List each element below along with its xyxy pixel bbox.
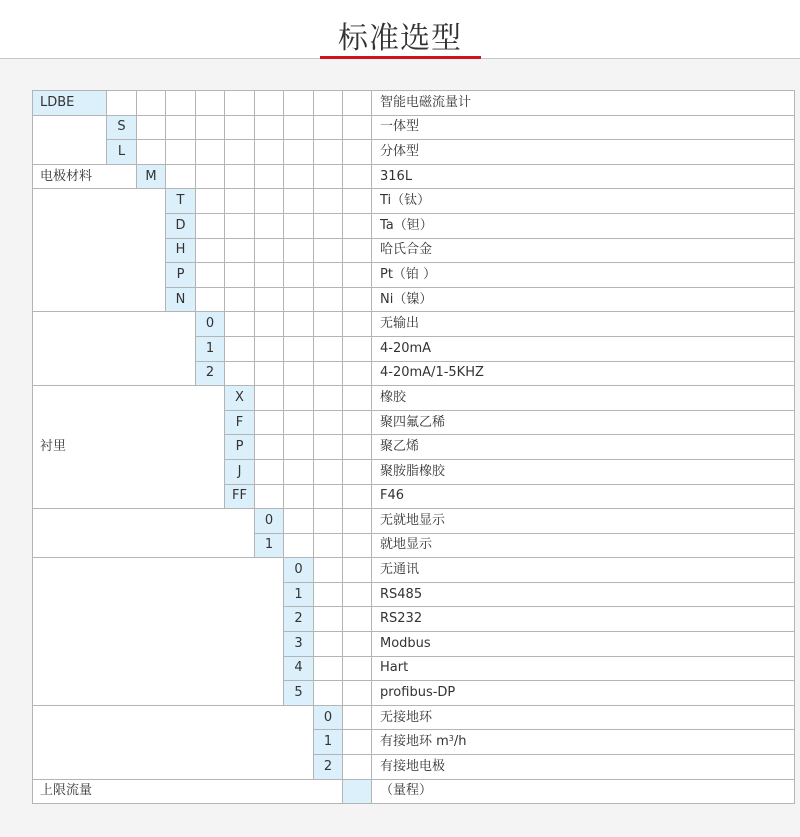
option-description: 聚乙烯 [372, 435, 795, 460]
empty-cell [314, 115, 343, 140]
option-code: H [166, 238, 196, 263]
option-description: 一体型 [372, 115, 795, 140]
empty-cell [255, 238, 284, 263]
empty-cell [343, 336, 372, 361]
empty-cell [225, 361, 255, 386]
empty-cell [314, 607, 343, 632]
option-code: P [225, 435, 255, 460]
empty-cell [284, 213, 314, 238]
empty-cell [196, 213, 225, 238]
empty-cell [343, 632, 372, 657]
option-code: F [225, 410, 255, 435]
empty-cell [225, 164, 255, 189]
empty-cell [196, 140, 225, 165]
table-row [33, 312, 795, 337]
option-description: Ti（钛） [372, 189, 795, 214]
empty-cell [196, 189, 225, 214]
empty-cell [284, 336, 314, 361]
empty-cell [343, 361, 372, 386]
option-description: 就地显示 [372, 533, 795, 558]
option-code: 4 [284, 656, 314, 681]
empty-cell [196, 238, 225, 263]
option-code: 1 [284, 582, 314, 607]
empty-cell [284, 91, 314, 116]
empty-cell [255, 459, 284, 484]
option-code: L [107, 140, 137, 165]
option-description: 智能电磁流量计 [372, 91, 795, 116]
empty-cell [255, 91, 284, 116]
empty-cell [343, 140, 372, 165]
option-description: RS485 [372, 582, 795, 607]
empty-cell [225, 189, 255, 214]
empty-cell [343, 263, 372, 288]
table-row [33, 189, 795, 214]
empty-cell [225, 263, 255, 288]
option-code: 1 [196, 336, 225, 361]
option-description: 哈氏合金 [372, 238, 795, 263]
option-code: 0 [196, 312, 225, 337]
empty-cell [255, 287, 284, 312]
empty-cell [314, 140, 343, 165]
group-label-cell [33, 558, 284, 706]
option-code: J [225, 459, 255, 484]
table-row [33, 164, 795, 189]
empty-cell [343, 459, 372, 484]
empty-cell [314, 533, 343, 558]
empty-cell [225, 115, 255, 140]
empty-cell [343, 164, 372, 189]
empty-cell [255, 115, 284, 140]
table-row [33, 91, 795, 116]
option-code: N [166, 287, 196, 312]
empty-cell [343, 582, 372, 607]
empty-cell [284, 189, 314, 214]
empty-cell [343, 435, 372, 460]
option-description: 无通讯 [372, 558, 795, 583]
empty-cell [343, 386, 372, 411]
empty-cell [225, 312, 255, 337]
option-description: 分体型 [372, 140, 795, 165]
option-code: 2 [284, 607, 314, 632]
option-description: 聚四氟乙稀 [372, 410, 795, 435]
empty-cell [225, 140, 255, 165]
option-description: F46 [372, 484, 795, 509]
option-code: M [137, 164, 166, 189]
option-description: 无输出 [372, 312, 795, 337]
group-label: 衬里 [33, 386, 225, 509]
option-code: 2 [314, 755, 343, 780]
option-description-text: 无接地环 [380, 709, 433, 725]
electrode-label: 电极材料 [33, 164, 137, 189]
empty-cell [343, 115, 372, 140]
empty-cell [284, 484, 314, 509]
option-code: 1 [255, 533, 284, 558]
empty-cell [314, 287, 343, 312]
empty-cell [225, 336, 255, 361]
option-description: RS232 [372, 607, 795, 632]
empty-cell [284, 287, 314, 312]
empty-cell [166, 115, 196, 140]
empty-cell [284, 533, 314, 558]
empty-cell [314, 263, 343, 288]
empty-cell [314, 558, 343, 583]
empty-cell [255, 189, 284, 214]
option-description: Ni（镍） [372, 287, 795, 312]
option-code: D [166, 213, 196, 238]
empty-cell [196, 115, 225, 140]
empty-cell [343, 410, 372, 435]
empty-cell [107, 91, 137, 116]
empty-cell [284, 164, 314, 189]
option-code: S [107, 115, 137, 140]
table-row [33, 558, 795, 583]
option-code: 1 [314, 730, 343, 755]
empty-cell [166, 164, 196, 189]
empty-cell [284, 410, 314, 435]
empty-cell [255, 263, 284, 288]
table-row [33, 115, 795, 140]
empty-cell [314, 238, 343, 263]
empty-cell [137, 140, 166, 165]
table-row [33, 779, 795, 804]
table-row [33, 140, 795, 165]
empty-cell [314, 312, 343, 337]
option-description: 4-20mA/1-5KHZ [372, 361, 795, 386]
empty-cell [314, 213, 343, 238]
empty-cell [225, 287, 255, 312]
empty-cell [314, 681, 343, 706]
empty-cell [196, 164, 225, 189]
table-row [33, 386, 795, 411]
page-header [0, 0, 800, 60]
empty-cell [196, 91, 225, 116]
empty-cell [166, 140, 196, 165]
base-model-code: LDBE [33, 91, 107, 116]
empty-cell [343, 730, 372, 755]
empty-cell [314, 336, 343, 361]
empty-cell [255, 484, 284, 509]
empty-cell [284, 115, 314, 140]
empty-cell [343, 484, 372, 509]
page-title: 标准选型 [338, 21, 462, 56]
option-description: Modbus [372, 632, 795, 657]
empty-cell [225, 91, 255, 116]
option-code: 0 [314, 705, 343, 730]
empty-cell [314, 386, 343, 411]
empty-cell [343, 509, 372, 534]
empty-cell [314, 435, 343, 460]
option-description: Hart [372, 656, 795, 681]
option-description [372, 730, 795, 755]
empty-cell [255, 164, 284, 189]
option-description: Ta（钽） [372, 213, 795, 238]
option-description: 橡胶 [372, 386, 795, 411]
empty-cell [255, 336, 284, 361]
empty-cell [314, 361, 343, 386]
empty-cell [314, 91, 343, 116]
empty-cell [137, 115, 166, 140]
table-row [33, 705, 795, 730]
empty-cell [314, 582, 343, 607]
empty-cell [343, 91, 372, 116]
empty-cell [255, 213, 284, 238]
option-code: 0 [284, 558, 314, 583]
empty-cell [196, 287, 225, 312]
empty-cell [314, 410, 343, 435]
empty-cell [343, 189, 372, 214]
empty-cell [314, 164, 343, 189]
option-description: 316L [372, 164, 795, 189]
empty-cell [343, 213, 372, 238]
option-description-text: 有接地环 m [380, 734, 449, 750]
group-label-cell [33, 705, 314, 779]
empty-cell [314, 656, 343, 681]
model-selection-table [32, 90, 795, 804]
empty-cell [284, 238, 314, 263]
group-label-cell [33, 189, 166, 312]
option-code: T [166, 189, 196, 214]
range-label: 上限流量 [33, 779, 343, 804]
empty-cell [255, 361, 284, 386]
group-label-cell [33, 115, 107, 164]
option-code: 5 [284, 681, 314, 706]
option-description: profibus-DP [372, 681, 795, 706]
empty-cell [225, 213, 255, 238]
empty-cell [314, 189, 343, 214]
unit-suffix: /h [453, 734, 467, 750]
option-code: P [166, 263, 196, 288]
empty-cell [314, 509, 343, 534]
option-description [372, 755, 795, 780]
empty-cell [255, 435, 284, 460]
empty-cell [343, 287, 372, 312]
unit-superscript: 3 [448, 734, 454, 744]
empty-cell [284, 361, 314, 386]
empty-cell [284, 312, 314, 337]
empty-cell [137, 91, 166, 116]
empty-cell [343, 681, 372, 706]
option-code: 3 [284, 632, 314, 657]
empty-cell [284, 386, 314, 411]
option-code: 0 [255, 509, 284, 534]
option-code: 2 [196, 361, 225, 386]
empty-cell [343, 755, 372, 780]
group-label-cell [33, 509, 255, 558]
option-description: 聚胺脂橡胶 [372, 459, 795, 484]
option-code: X [225, 386, 255, 411]
option-description-text: 有接地电极 [380, 758, 446, 774]
empty-cell [284, 509, 314, 534]
empty-cell [255, 386, 284, 411]
group-label-cell [33, 312, 196, 386]
empty-cell [284, 435, 314, 460]
empty-cell [166, 91, 196, 116]
option-code: FF [225, 484, 255, 509]
empty-cell [255, 140, 284, 165]
option-description: 无就地显示 [372, 509, 795, 534]
empty-cell [314, 459, 343, 484]
empty-cell [284, 140, 314, 165]
table-row [33, 509, 795, 534]
empty-cell [255, 312, 284, 337]
range-code-cell [343, 779, 372, 804]
empty-cell [343, 607, 372, 632]
empty-cell [255, 410, 284, 435]
option-description: Pt（铂 ） [372, 263, 795, 288]
empty-cell [284, 263, 314, 288]
empty-cell [314, 484, 343, 509]
empty-cell [314, 632, 343, 657]
option-description: （量程） [372, 779, 795, 804]
empty-cell [343, 312, 372, 337]
empty-cell [196, 263, 225, 288]
option-description: 4-20mA [372, 336, 795, 361]
empty-cell [284, 459, 314, 484]
empty-cell [343, 558, 372, 583]
option-description [372, 705, 795, 730]
empty-cell [343, 705, 372, 730]
empty-cell [343, 238, 372, 263]
empty-cell [343, 656, 372, 681]
empty-cell [225, 238, 255, 263]
empty-cell [343, 533, 372, 558]
